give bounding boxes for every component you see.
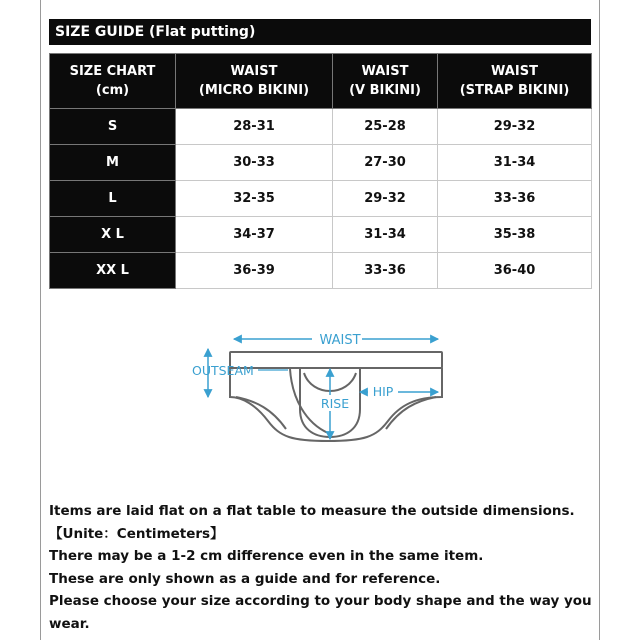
strap-bikini-cell: 35-38 <box>438 217 592 253</box>
header-waist-strap-bikini <box>438 54 592 109</box>
v-bikini-cell: 27-30 <box>333 145 438 181</box>
waist-label: WAIST <box>319 333 361 348</box>
micro-bikini-cell: 30-33 <box>176 145 333 181</box>
header-size-chart <box>50 54 176 109</box>
size-chart-table <box>49 53 592 289</box>
v-bikini-cell: 31-34 <box>333 217 438 253</box>
header-waist-v-bikini <box>333 54 438 109</box>
note-line: Please choose your size according to your body shape and the way you wear. <box>49 593 592 632</box>
micro-bikini-cell: 32-35 <box>176 181 333 217</box>
outseam-label: OUTSEAM <box>192 363 254 378</box>
header-line: (V BIKINI) <box>349 83 421 98</box>
micro-bikini-cell: 34-37 <box>176 217 333 253</box>
size-cell: L <box>50 181 176 217</box>
header-line: WAIST <box>230 64 278 79</box>
hip-label: HIP <box>372 384 394 399</box>
header-line: (STRAP BIKINI) <box>459 83 570 98</box>
notes-section <box>49 500 594 635</box>
v-bikini-cell: 29-32 <box>333 181 438 217</box>
header-line: (cm) <box>95 83 130 98</box>
size-cell: S <box>50 109 176 145</box>
note-line: These are only shown as a guide and for reference. <box>49 570 441 587</box>
size-cell: XX L <box>50 253 176 289</box>
note-line: Items are laid flat on a flat table to measure the outside dimensions.【Unite：Centimeters】 <box>49 503 575 542</box>
table-header-row <box>50 54 592 109</box>
header-line: (MICRO BIKINI) <box>198 83 310 98</box>
measurement-diagram <box>180 325 450 445</box>
size-guide-title: SIZE GUIDE (Flat putting) <box>49 19 591 45</box>
table-row <box>50 253 592 289</box>
table-row <box>50 217 592 253</box>
v-bikini-cell: 33-36 <box>333 253 438 289</box>
table-row <box>50 109 592 145</box>
header-waist-micro-bikini <box>176 54 333 109</box>
micro-bikini-cell: 28-31 <box>176 109 333 145</box>
size-cell: M <box>50 145 176 181</box>
header-line: WAIST <box>361 64 409 79</box>
strap-bikini-cell: 33-36 <box>438 181 592 217</box>
strap-bikini-cell: 29-32 <box>438 109 592 145</box>
size-cell: X L <box>50 217 176 253</box>
table-row <box>50 181 592 217</box>
micro-bikini-cell: 36-39 <box>176 253 333 289</box>
header-line: WAIST <box>491 64 538 79</box>
header-line: SIZE CHART <box>69 64 156 79</box>
v-bikini-cell: 25-28 <box>333 109 438 145</box>
table-row <box>50 145 592 181</box>
strap-bikini-cell: 31-34 <box>438 145 592 181</box>
note-line: There may be a 1-2 cm difference even in the same item. <box>49 548 484 564</box>
strap-bikini-cell: 36-40 <box>438 253 592 289</box>
rise-label: RISE <box>320 396 350 411</box>
